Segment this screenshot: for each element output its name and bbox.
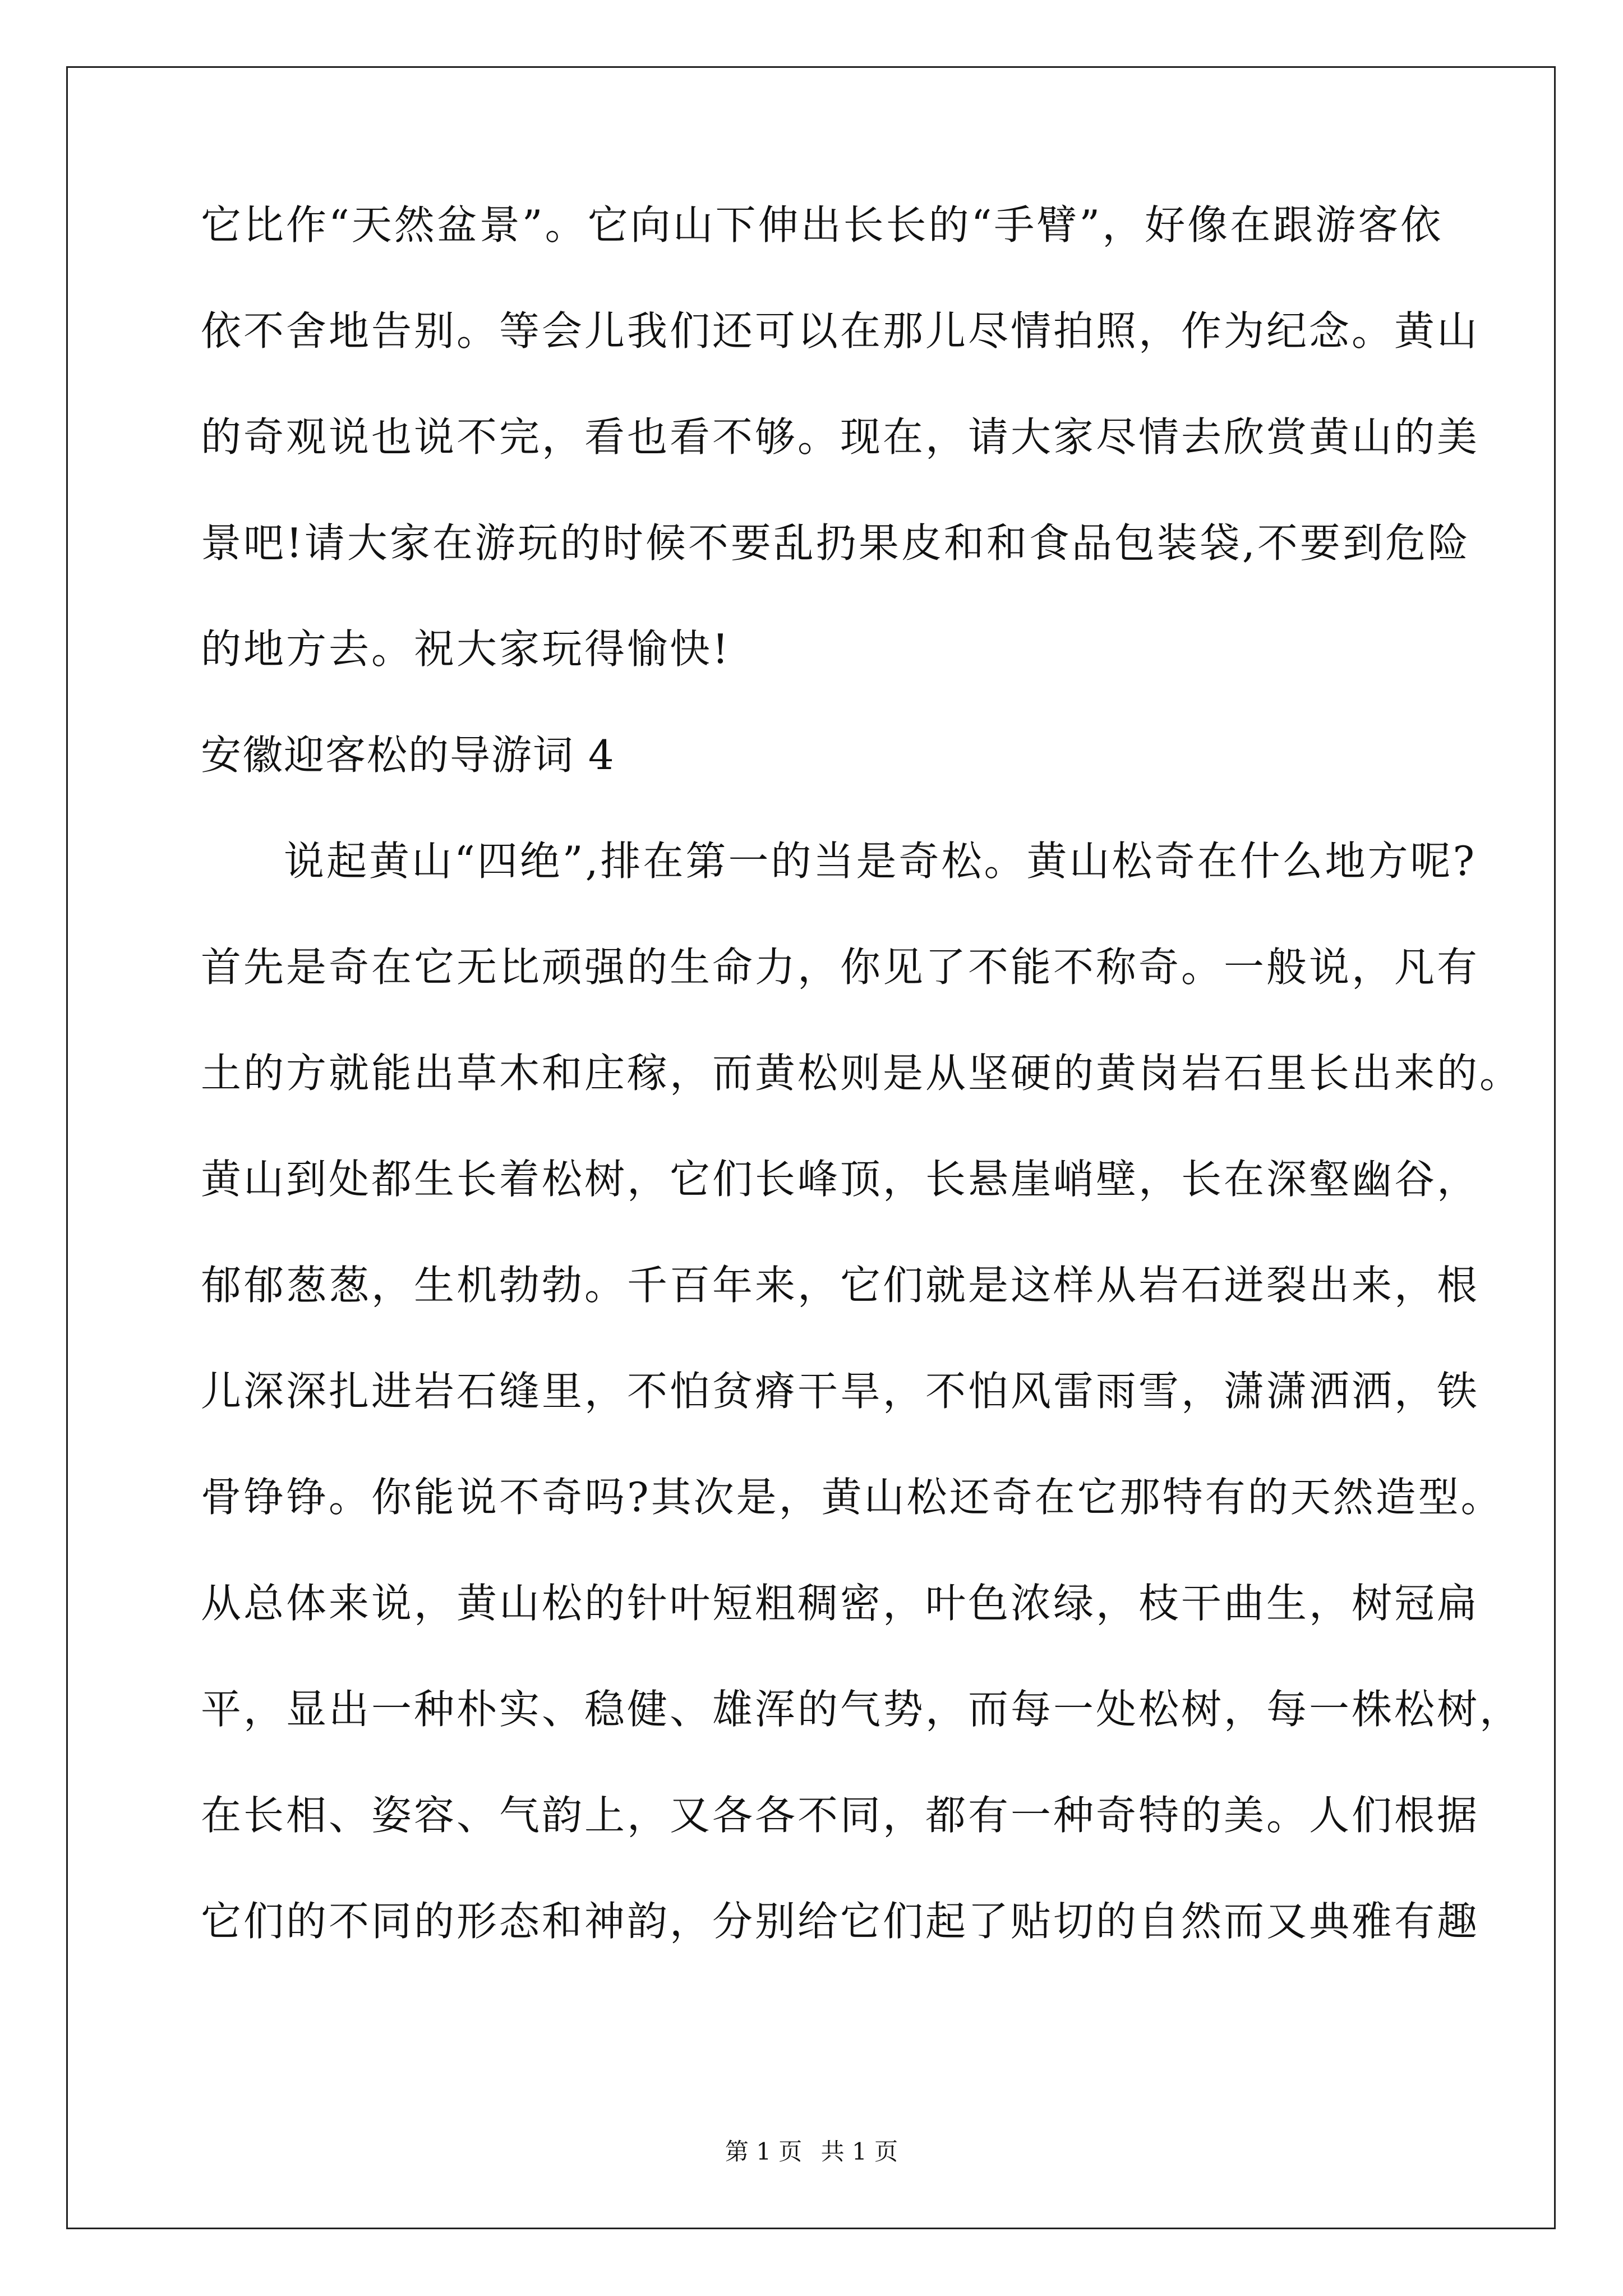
text-line: 它们的不同的形态和神韵，分别给它们起了贴切的自然而又典雅有趣 (201, 1898, 1480, 1945)
text-line: 儿深深扎进岩石缝里，不怕贫瘠干旱，不怕风雷雨雪，潇潇洒洒，铁 (201, 1368, 1480, 1415)
text-line: 郁郁葱葱，生机勃勃。千百年来，它们就是这样从岩石迸裂出来，根 (201, 1262, 1480, 1309)
text-line: 依不舍地告别。等会儿我们还可以在那儿尽情拍照，作为纪念。黄山 (201, 307, 1480, 355)
section-heading: 安徽迎客松的导游词 4 (201, 731, 615, 779)
text-line: 首先是奇在它无比顽强的生命力，你见了不能不称奇。一般说，凡有 (201, 944, 1480, 991)
text-line: 骨铮铮。你能说不奇吗?其次是，黄山松还奇在它那特有的天然造型。 (201, 1474, 1504, 1521)
text-line: 景吧!请大家在游玩的时候不要乱扔果皮和和食品包装袋,不要到危险 (201, 519, 1470, 567)
page-footer (0, 2140, 1623, 2164)
document-body (201, 201, 1523, 2007)
paragraph-first-line: 说起黄山“四绝”,排在第一的当是奇松。黄山松奇在什么地方呢? (284, 838, 1477, 885)
text-line: 它比作“天然盆景”。它向山下伸出长长的“手臂”，好像在跟游客依 (201, 201, 1444, 249)
text-line: 从总体来说，黄山松的针叶短粗稠密，叶色浓绿，枝干曲生，树冠扁 (201, 1580, 1480, 1627)
text-line: 的地方去。祝大家玩得愉快! (201, 625, 731, 673)
current-page-number: 第 1 页 (725, 2138, 803, 2165)
text-line: 在长相、姿容、气韵上，又各各不同，都有一种奇特的美。人们根据 (201, 1792, 1480, 1839)
text-line: 黄山到处都生长着松树，它们长峰顶，长悬崖峭壁，长在深壑幽谷， (201, 1156, 1480, 1203)
total-pages: 共 1 页 (820, 2138, 898, 2165)
text-line: 平，显出一种朴实、稳健、雄浑的气势，而每一处松树，每一株松树， (201, 1686, 1523, 1733)
text-line: 土的方就能出草木和庄稼，而黄松则是从坚硬的黄岗岩石里长出来的。 (201, 1050, 1523, 1097)
text-line: 的奇观说也说不完，看也看不够。现在，请大家尽情去欣赏黄山的美 (201, 413, 1480, 461)
